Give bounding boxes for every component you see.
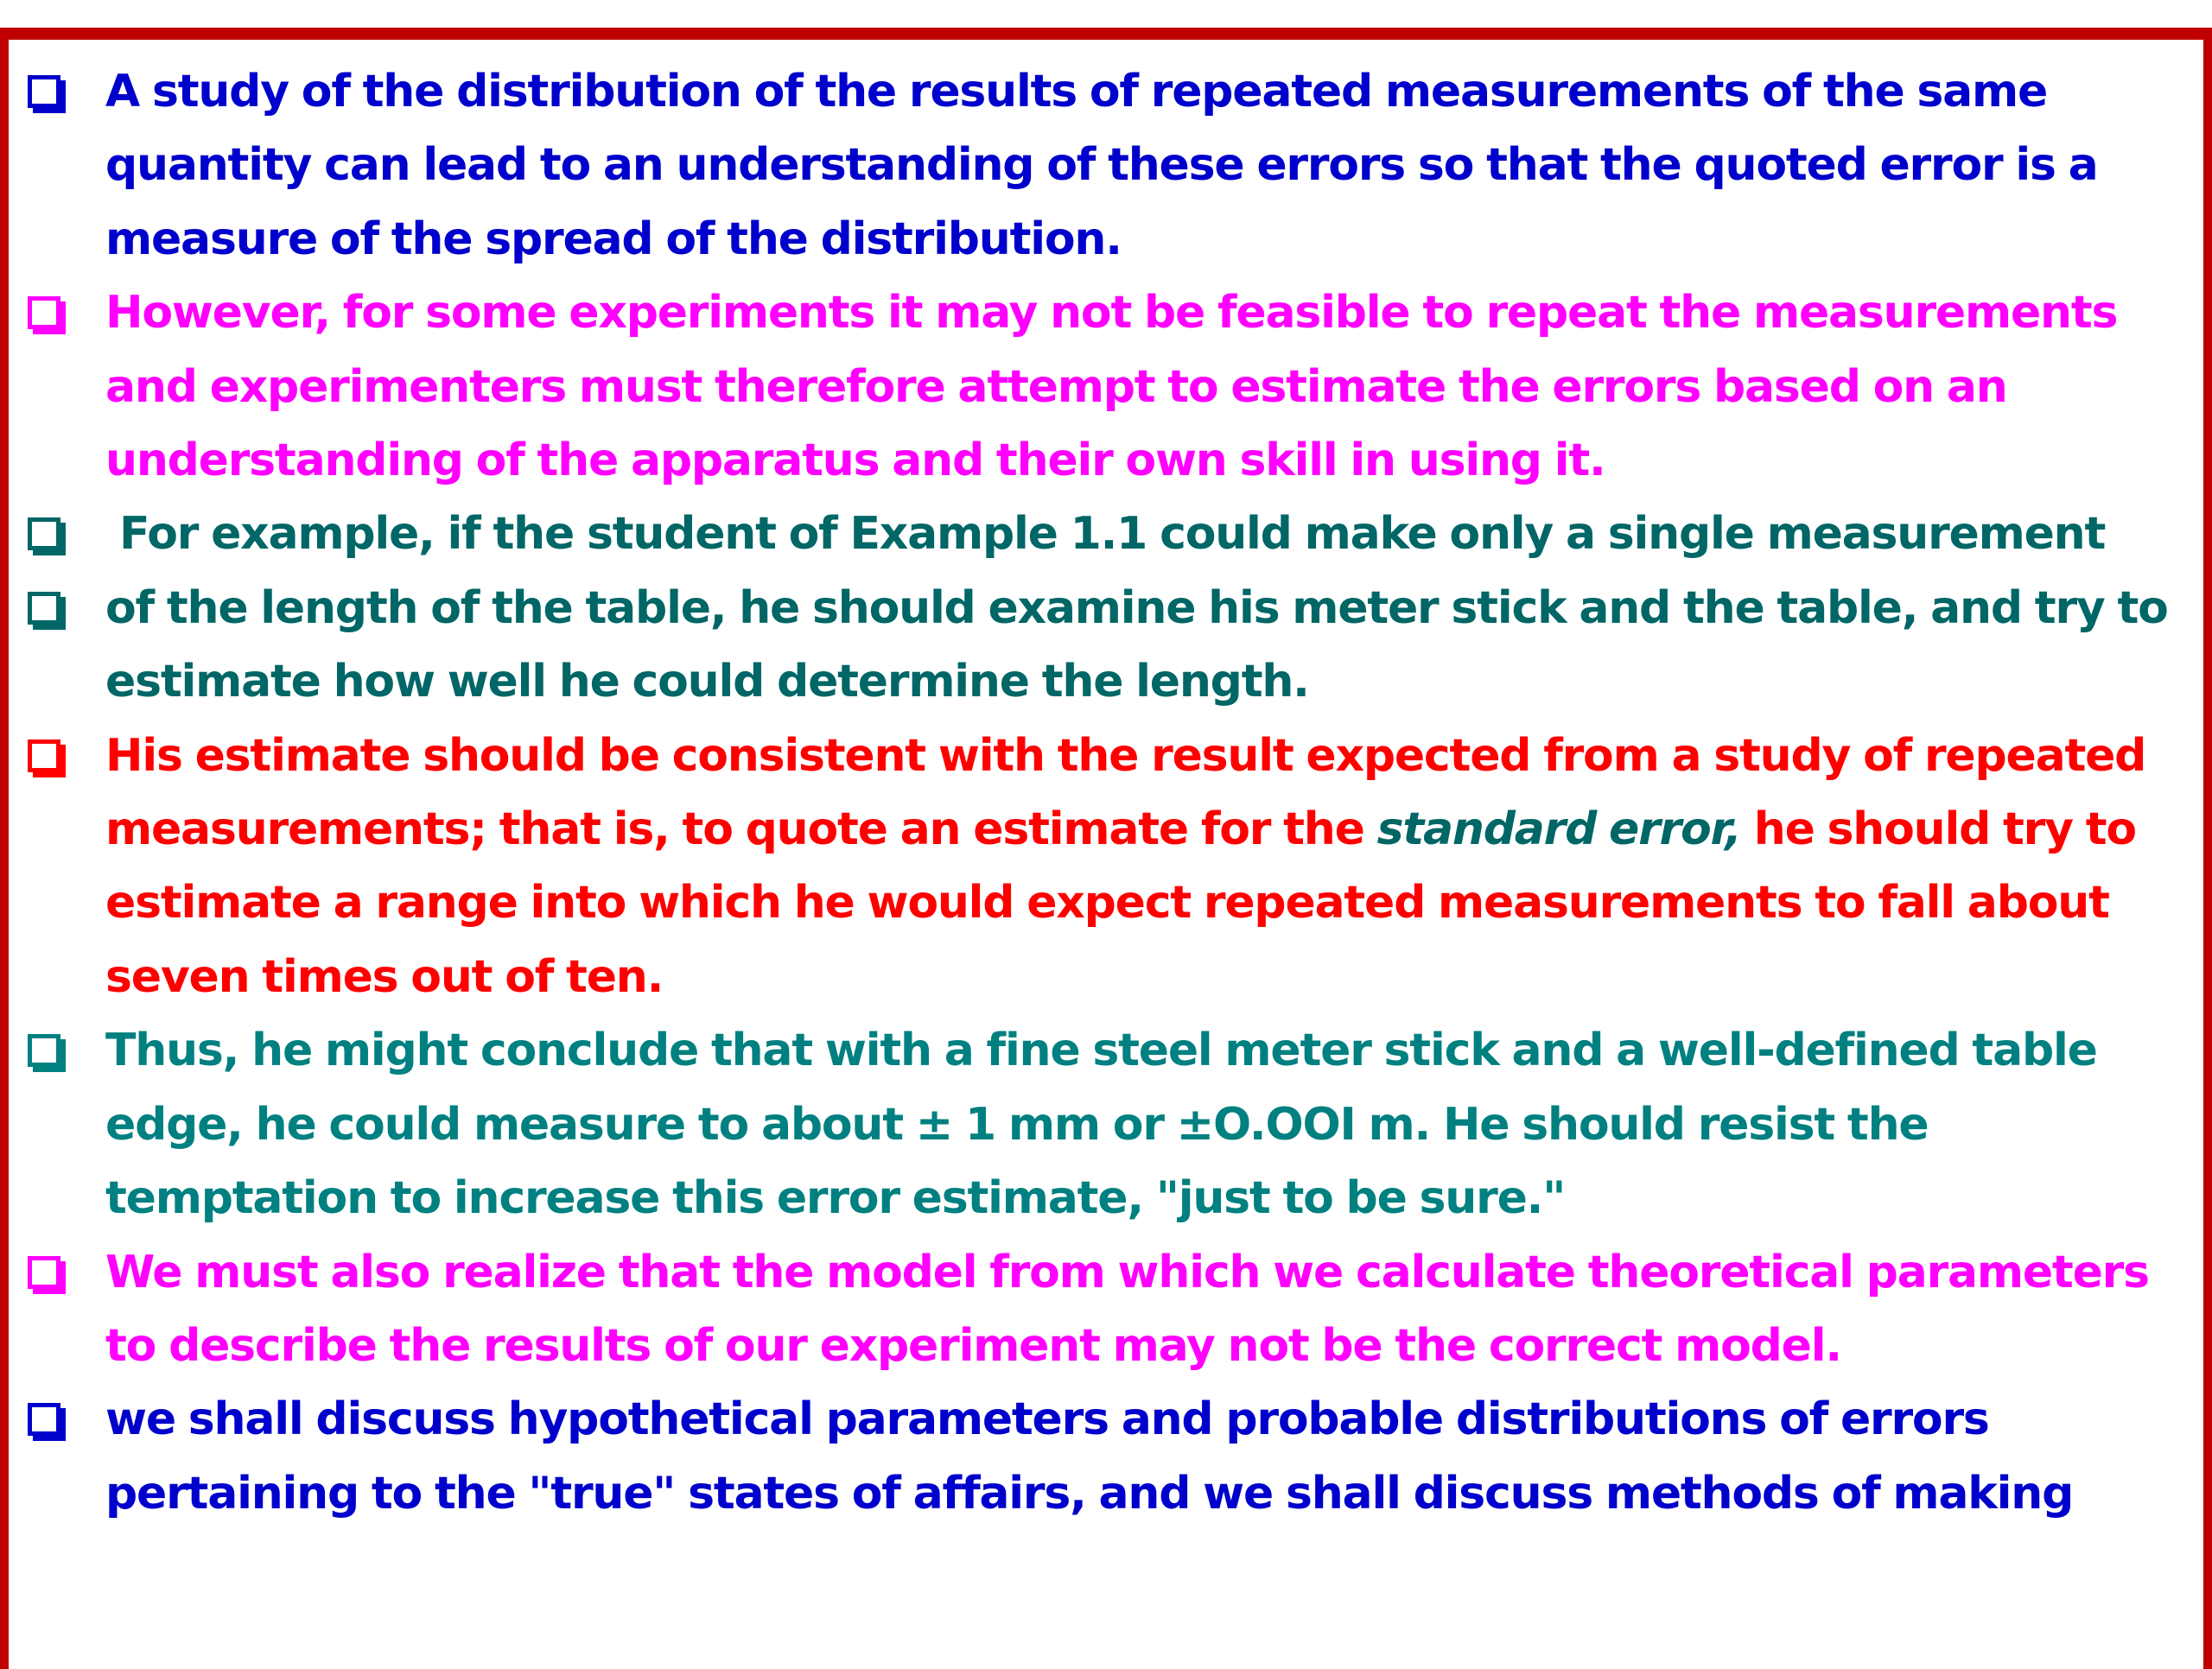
bullet-text: Thus, he might conclude that with a fine steel meter stick and a well-defined table edge, he could measure to about ± 1 mm or ±O.OOI m. He should resist the temptation to increase this error estimate, "just to be sure." [105,1025,2097,1225]
bullet-text: of the length of the table, he should examine his meter stick and the table, and try to estimate how well he could determine the length. [105,581,2168,708]
checkbox-bullet-icon [28,592,60,625]
bullet-list [9,55,2212,1531]
checkbox-bullet-icon [28,517,60,550]
bullet-item [9,276,2212,498]
checkbox-bullet-icon [28,296,60,329]
bullet-item [9,572,2212,720]
bullet-item [9,720,2212,1015]
bullet-text: A study of the distribution of the results of repeated measurements of the same quantity can lead to an understanding of these errors so that the quoted error is a measure of the spread of the distribution. [105,66,2098,265]
bullet-text: However, for some experiments it may not be feasible to repeat the measurements and experimenters must therefore attempt to estimate the errors based on an understanding of the apparatus and their own skill in using it. [105,287,2118,487]
bullet-item [9,1383,2212,1531]
checkbox-bullet-icon [28,1256,60,1289]
bullet-text-after: he should try to estimate a range into which he would expect repeated measurements to fall about seven times out of ten. [105,803,2136,1003]
bullet-item [9,1236,2212,1384]
bullet-text: We must also realize that the model from which we calculate theoretical parameters to describe the results of our experiment may not be the correct model. [105,1246,2149,1372]
checkbox-bullet-icon [28,1034,60,1067]
checkbox-bullet-icon [28,75,60,108]
bullet-item [9,1014,2212,1235]
slide-frame [0,28,2212,1669]
bullet-text: For example, if the student of Example 1.1 could make only a single measurement [119,508,2106,561]
bullet-item [9,498,2212,571]
bullet-text: we shall discuss hypothetical parameters and probable distributions of errors pertaining to the "true" states of affairs, and we shall discuss methods of making [105,1393,2074,1520]
checkbox-bullet-icon [28,1403,60,1436]
bullet-emphasis: standard error, [1376,803,1741,856]
bullet-text-before: His estimate should be consistent with the result expected from a study of repeated measurements; that is, to quote an estimate for the [105,729,2146,856]
checkbox-bullet-icon [28,739,60,772]
bullet-item [9,55,2212,276]
